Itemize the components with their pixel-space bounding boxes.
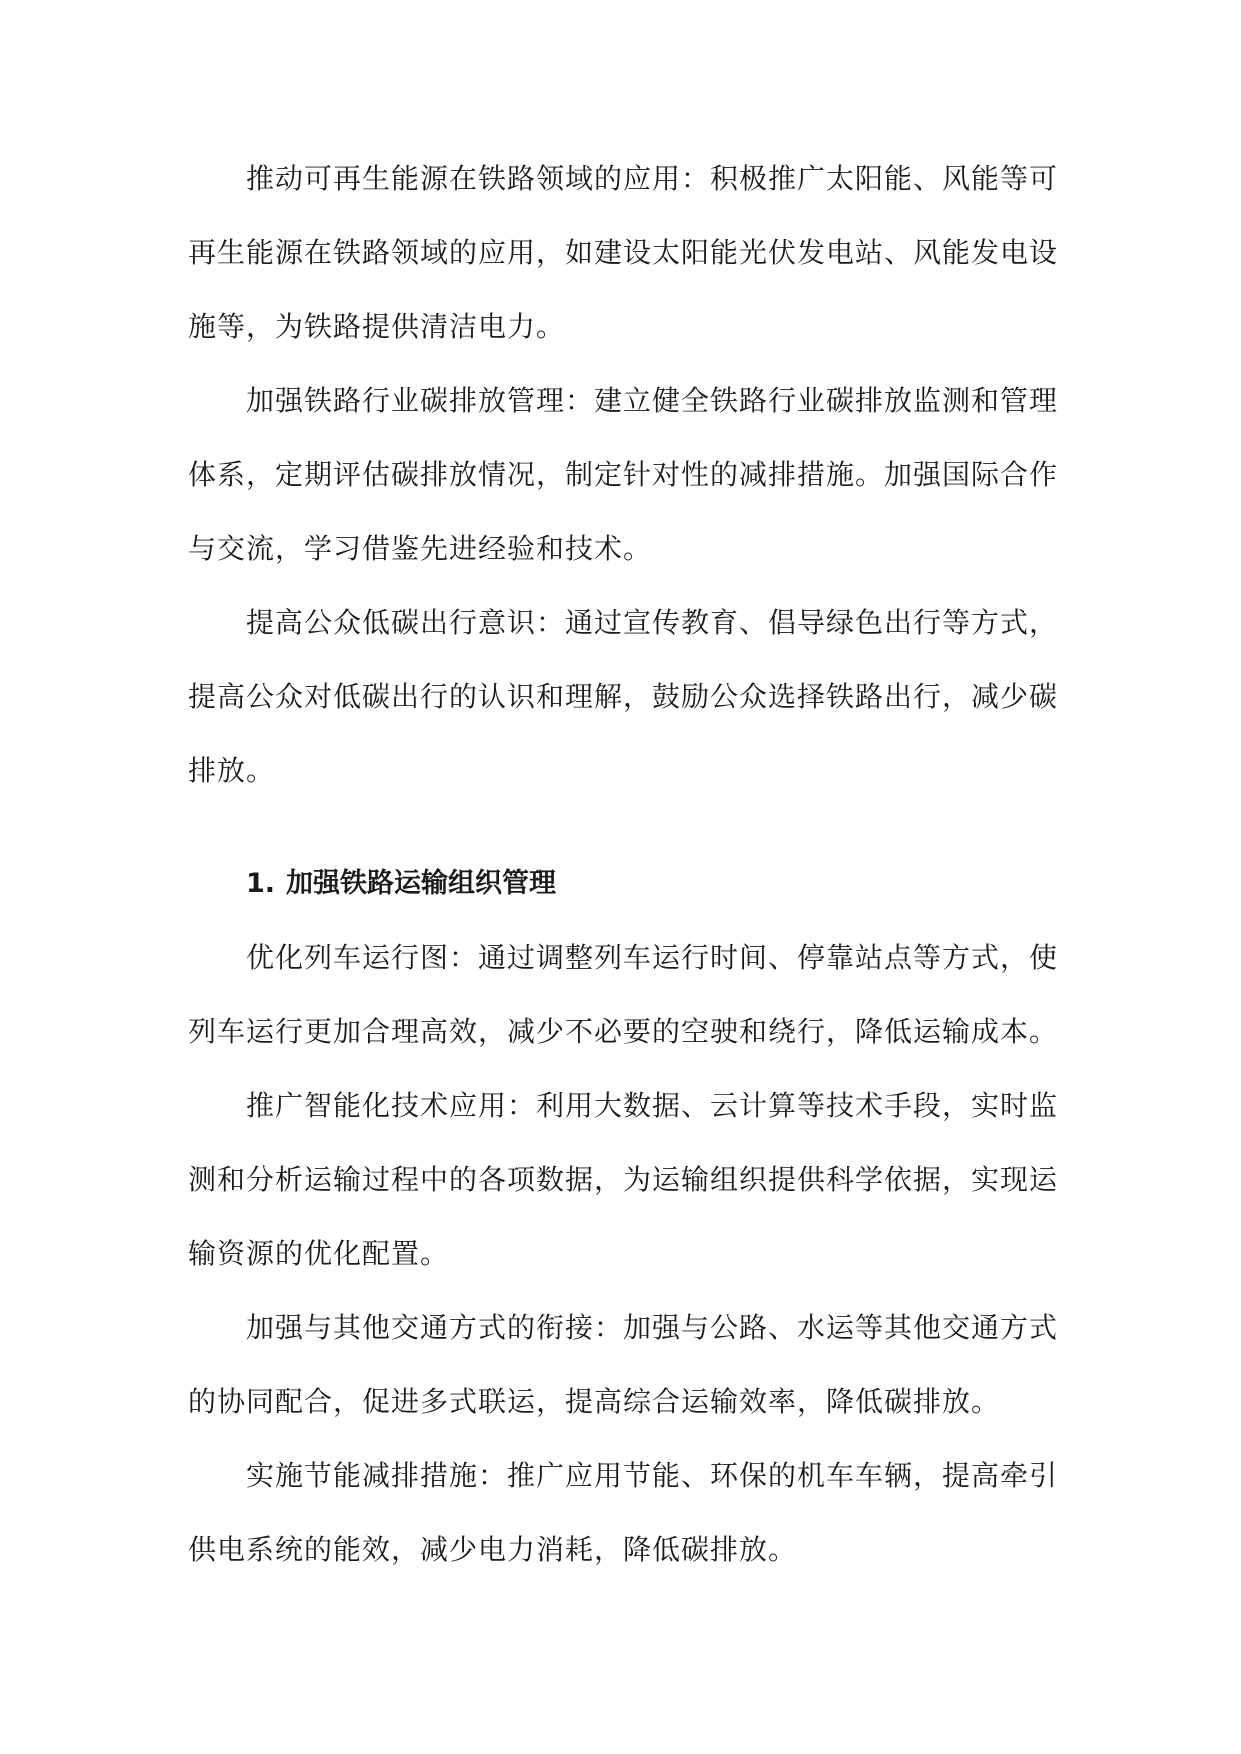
document-body: [188, 142, 1058, 1587]
paragraph-carbon-management: 加强铁路行业碳排放管理：建立健全铁路行业碳排放监测和管理体系，定期评估碳排放情况，制定针对性的减排措施。加强国际合作与交流，学习借鉴先进经验和技术。: [188, 384, 1059, 565]
section-number: 1.: [246, 868, 276, 899]
paragraph-renewable-energy: 推动可再生能源在铁路领域的应用：积极推广太阳能、风能等可再生能源在铁路领域的应用，如建设太阳能光伏发电站、风能发电设施等，为铁路提供清洁电力。: [188, 162, 1059, 343]
paragraph-train-schedule: 优化列车运行图：通过调整列车运行时间、停靠站点等方式，使列车运行更加合理高效，减少不必要的空驶和绕行，降低运输成本。: [188, 941, 1059, 1048]
paragraph-multimodal-transport: 加强与其他交通方式的衔接：加强与公路、水运等其他交通方式的协同配合，促进多式联运，提高综合运输效率，降低碳排放。: [188, 1311, 1059, 1418]
section-heading: [188, 847, 1058, 921]
paragraph-energy-saving: 实施节能减排措施：推广应用节能、环保的机车车辆，提高牵引供电系统的能效，减少电力消耗，降低碳排放。: [188, 1459, 1059, 1566]
paragraph-public-awareness: 提高公众低碳出行意识：通过宣传教育、倡导绿色出行等方式，提高公众对低碳出行的认识和理解，鼓励公众选择铁路出行，减少碳排放。: [188, 606, 1059, 787]
section-title: 加强铁路运输组织管理: [286, 868, 556, 899]
paragraph-smart-technology: 推广智能化技术应用：利用大数据、云计算等技术手段，实时监测和分析运输过程中的各项数据，为运输组织提供科学依据，实现运输资源的优化配置。: [188, 1089, 1059, 1270]
